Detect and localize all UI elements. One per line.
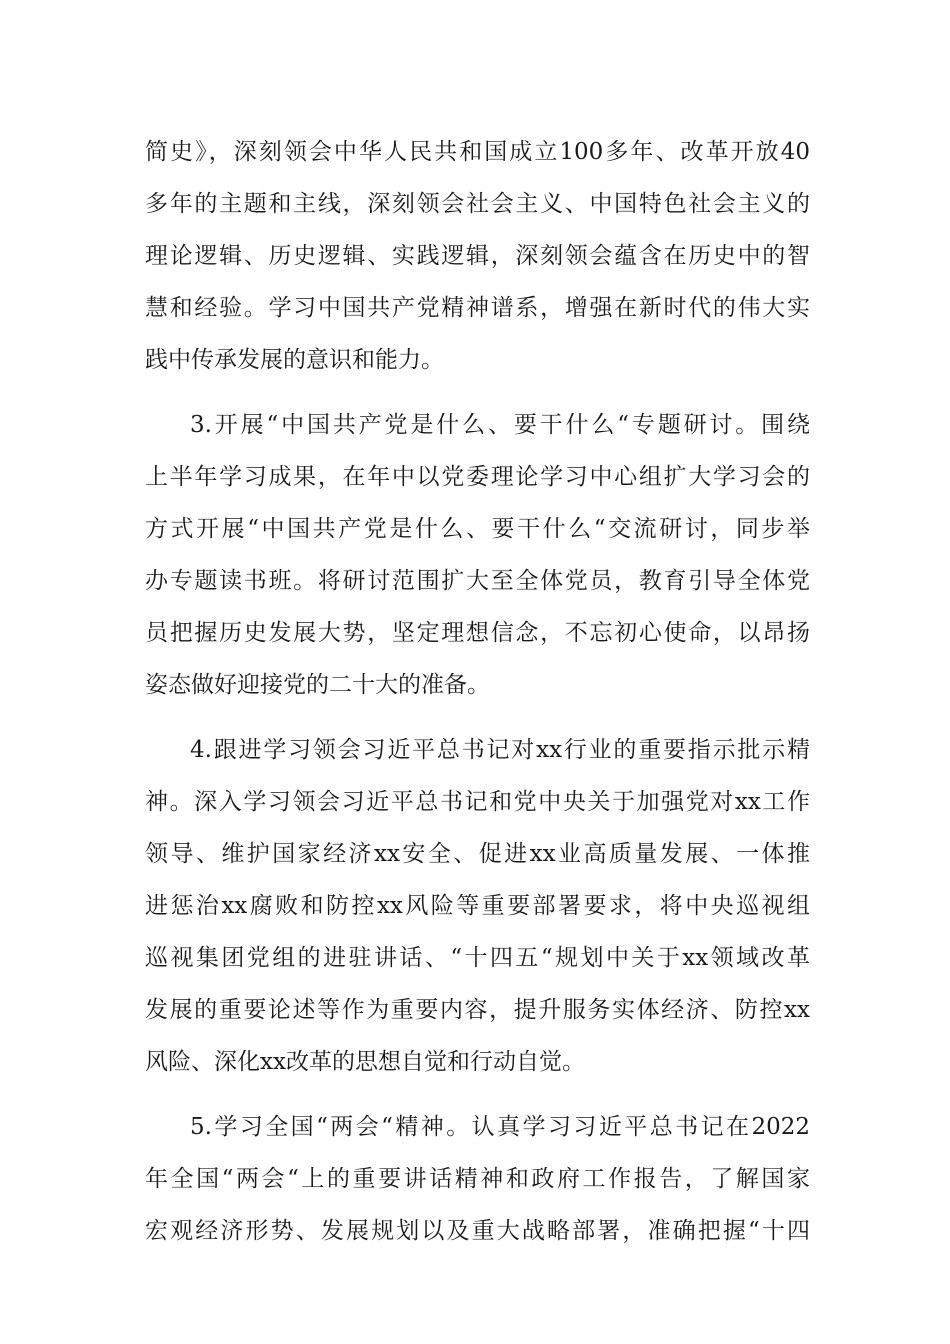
text-line: 发展的重要论述等作为重要内容，提升服务实体经济、防控xx xyxy=(145,997,810,1023)
text-line: 宏观经济形势、发展规划以及重大战略部署，准确把握“十四 xyxy=(145,1218,810,1244)
text-line: 员把握历史发展大势，坚定理想信念，不忘初心使命，以昂扬 xyxy=(145,620,810,646)
text-line: 办专题读书班。将研讨范围扩大至全体党员，教育引导全体党 xyxy=(145,568,810,594)
text-line: 5.学习全国“两会“精神。认真学习习近平总书记在2022 xyxy=(190,1114,810,1140)
text-line: 方式开展“中国共产党是什么、要干什么“交流研讨，同步举 xyxy=(145,516,810,542)
text-line: 进惩治xx腐败和防控xx风险等重要部署要求，将中央巡视组 xyxy=(145,893,810,919)
text-line: 4.跟进学习领会习近平总书记对xx行业的重要指示批示精 xyxy=(190,737,810,763)
text-line: 理论逻辑、历史逻辑、实践逻辑，深刻领会蕴含在历史中的智 xyxy=(145,243,810,269)
text-line: 神。深入学习领会习近平总书记和党中央关于加强党对xx工作 xyxy=(145,789,810,815)
text-line: 姿态做好迎接党的二十大的准备。 xyxy=(145,672,490,698)
text-line: 践中传承发展的意识和能力。 xyxy=(145,347,444,373)
text-line: 领导、维护国家经济xx安全、促进xx业高质量发展、一体推 xyxy=(145,841,810,867)
text-line: 上半年学习成果，在年中以党委理论学习中心组扩大学习会的 xyxy=(145,464,810,490)
text-line: 慧和经验。学习中国共产党精神谱系，增强在新时代的伟大实 xyxy=(145,295,810,321)
text-line: 3.开展“中国共产党是什么、要干什么“专题研讨。围绕 xyxy=(190,412,810,438)
text-line: 风险、深化xx改革的思想自觉和行动自觉。 xyxy=(145,1049,585,1075)
text-line: 年全国“两会“上的重要讲话精神和政府工作报告，了解国家 xyxy=(145,1166,810,1192)
text-line: 多年的主题和主线，深刻领会社会主义、中国特色社会主义的 xyxy=(145,191,810,217)
text-line: 简史》，深刻领会中华人民共和国成立100多年、改革开放40 xyxy=(145,139,810,165)
text-line: 巡视集团党组的进驻讲话、“十四五“规划中关于xx领域改革 xyxy=(145,945,810,971)
